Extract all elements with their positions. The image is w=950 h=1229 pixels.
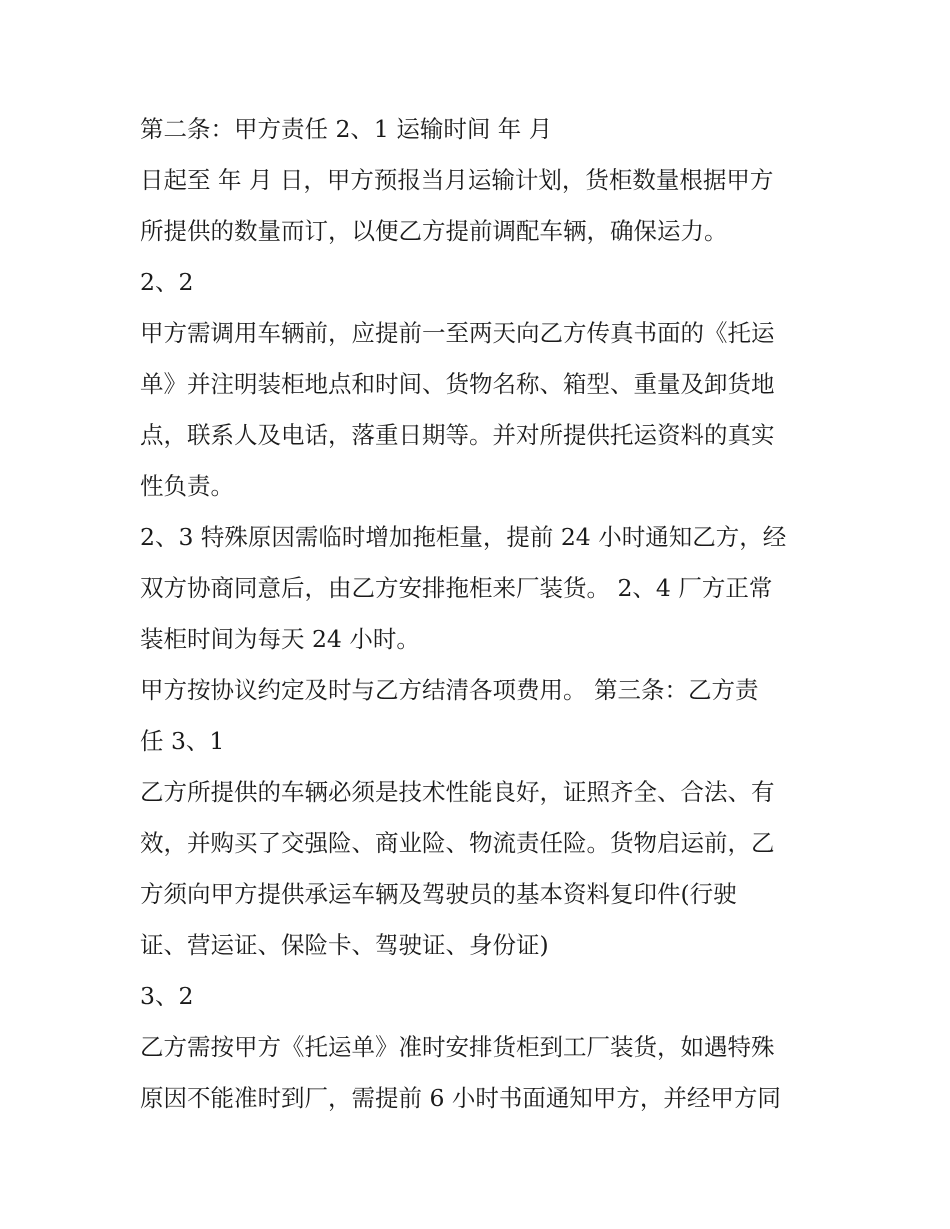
text-line: 甲方按协议约定及时与乙方结清各项费用。 第三条：乙方责	[140, 676, 759, 704]
text-line: 2、3 特殊原因需临时增加拖柜量，提前 24 小时通知乙方，经	[140, 523, 787, 551]
text-line: 装柜时间为每天 24 小时。	[140, 625, 420, 653]
text-line: 乙方需按甲方《托运单》准时安排货柜到工厂装货，如遇特殊	[140, 1033, 775, 1061]
text-line: 性负责。	[140, 472, 234, 500]
text-line: 效，并购买了交强险、商业险、物流责任险。货物启运前，乙	[140, 829, 775, 857]
text-line: 双方协商同意后，由乙方安排拖柜来厂装货。 2、4 厂方正常	[140, 574, 773, 602]
text-line: 日起至 年 月 日，甲方预报当月运输计划，货柜数量根据甲方	[140, 166, 774, 194]
text-line: 任 3、1	[140, 727, 225, 755]
text-line: 原因不能准时到厂，需提前 6 小时书面通知甲方，并经甲方同	[140, 1084, 781, 1112]
text-line: 证、营运证、保险卡、驾驶证、身份证)	[140, 931, 549, 959]
text-line: 甲方需调用车辆前，应提前一至两天向乙方传真书面的《托运	[140, 319, 775, 347]
text-line: 点，联系人及电话，落重日期等。并对所提供托运资料的真实	[140, 421, 775, 449]
text-line: 方须向甲方提供承运车辆及驾驶员的基本资料复印件(行驶	[140, 880, 737, 908]
text-line: 第二条：甲方责任 2、1 运输时间 年 月	[140, 115, 553, 143]
text-line: 3、2	[140, 982, 194, 1010]
text-line: 2、2	[140, 268, 194, 296]
text-line: 单》并注明装柜地点和时间、货物名称、箱型、重量及卸货地	[140, 370, 775, 398]
text-line: 所提供的数量而订，以便乙方提前调配车辆，确保运力。	[140, 217, 728, 245]
text-line: 乙方所提供的车辆必须是技术性能良好，证照齐全、合法、有	[140, 778, 775, 806]
